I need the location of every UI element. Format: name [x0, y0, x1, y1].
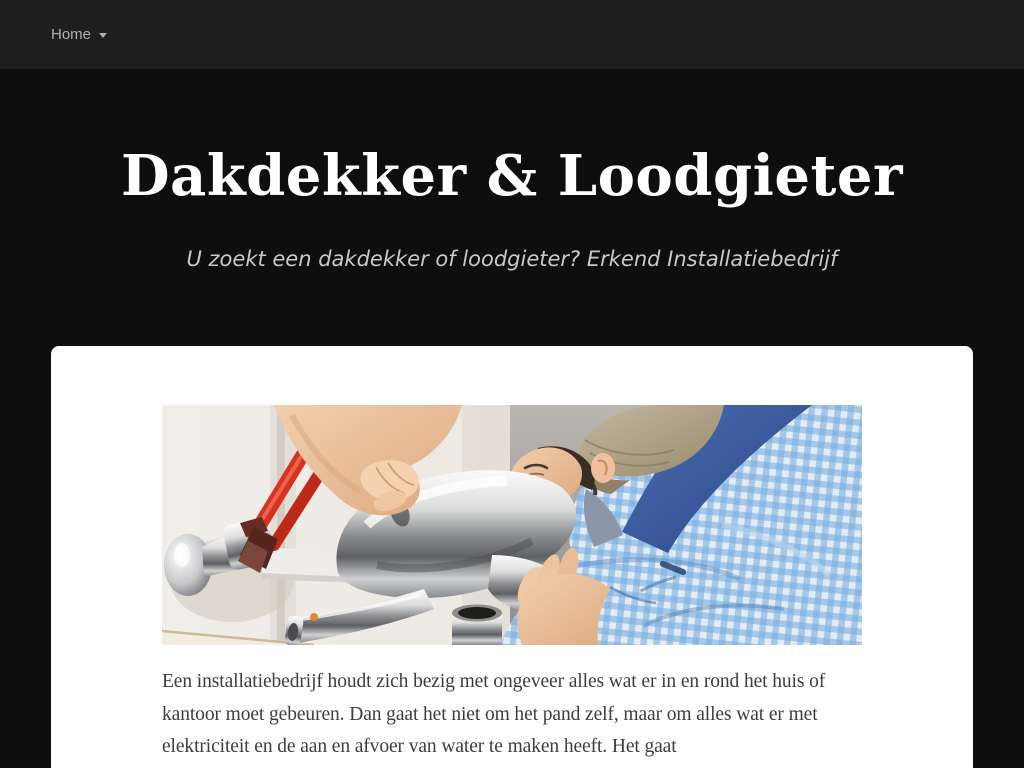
content-card: [51, 346, 973, 768]
article-paragraph: Een installatiebedrijf houdt zich bezig met ongeveer alles wat er in en rond het huis of kantoor moet gebeuren. Dan gaat het niet om het pand zelf, maar om alles wat er met elektriciteit en de aan en afvoer van water te maken heeft. Het gaat: [162, 671, 826, 758]
site-tagline: U zoekt een dakdekker of loodgieter? Erkend Installatiebedrijf: [186, 247, 838, 271]
nav-item-home[interactable]: [51, 26, 107, 43]
hero-section: [0, 69, 1024, 346]
plumber-photo-illustration: [162, 405, 862, 645]
site-title: Dakdekker & Loodgieter: [120, 143, 903, 209]
top-navbar: [0, 0, 1024, 69]
nav-item-home-label: Home: [51, 25, 92, 43]
chevron-down-icon: [99, 33, 107, 38]
article-image: [162, 405, 862, 645]
